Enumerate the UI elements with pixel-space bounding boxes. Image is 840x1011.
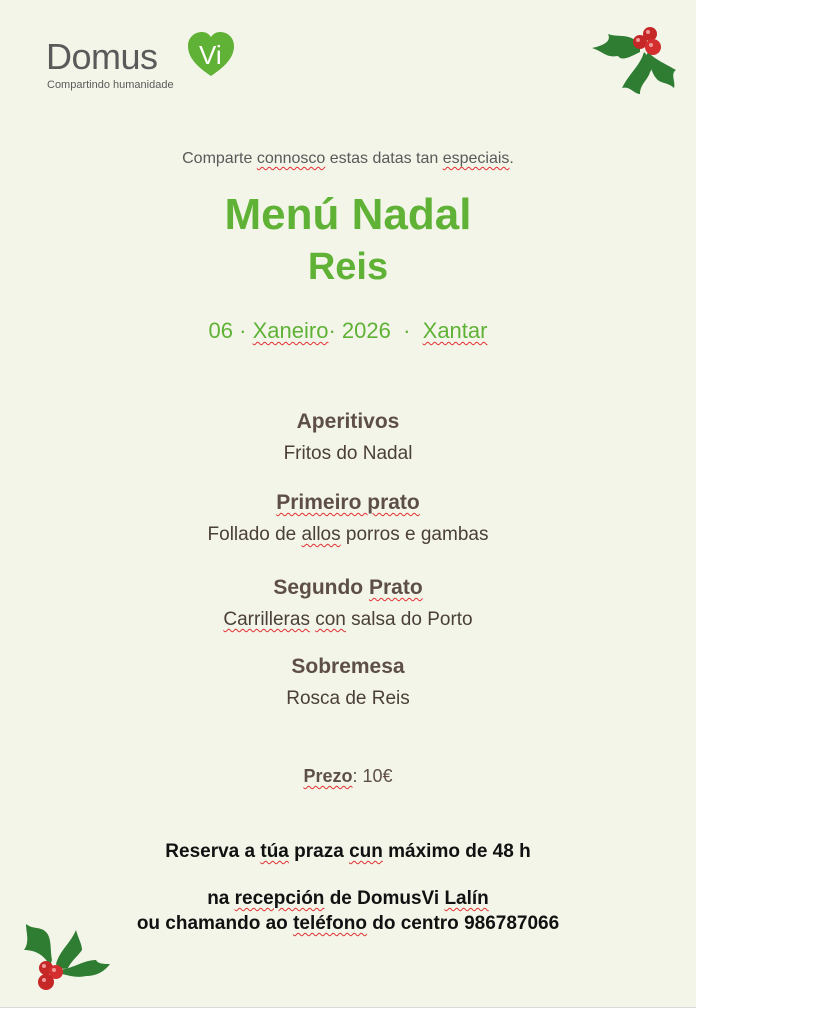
section-item-segundo: Carrilleras con salsa do Porto (223, 609, 473, 630)
event-date: 06 · Xaneiro· 2026 · Xantar (208, 318, 488, 343)
section-title-sobremesa: Sobremesa (291, 655, 405, 678)
reservation-line-1: Reserva a túa praza cun máximo de 48 h (165, 841, 531, 862)
holly-icon (20, 920, 112, 996)
intro-text: Comparte connosco estas datas tan especiais. (182, 150, 514, 167)
reservation-line-3: ou chamando ao teléfono do centro 986787066 (136, 913, 560, 934)
section-title-aperitivos: Aperitivos (296, 410, 400, 433)
section-item-primeiro: Follado de allos porros e gambas (207, 524, 489, 545)
section-title-primeiro: Primeiro prato (276, 491, 420, 514)
heart-logo-icon (186, 30, 236, 78)
price-text: Prezo: 10€ (303, 766, 393, 786)
menu-title: Menú Nadal (224, 190, 472, 239)
logo-wordmark: Domus (46, 36, 158, 77)
logo-accent-text: Vi (199, 40, 222, 70)
domusvi-logo (46, 28, 246, 92)
reservation-line-2: na recepción de DomusVi Lalín (207, 888, 489, 909)
logo-tagline: Compartindo humanidade (47, 79, 174, 91)
holly-icon (588, 22, 680, 98)
section-item-sobremesa: Rosca de Reis (286, 688, 410, 709)
section-item-aperitivos: Fritos do Nadal (283, 443, 413, 464)
menu-subtitle: Reis (307, 246, 389, 288)
section-title-segundo: Segundo Prato (273, 576, 423, 599)
